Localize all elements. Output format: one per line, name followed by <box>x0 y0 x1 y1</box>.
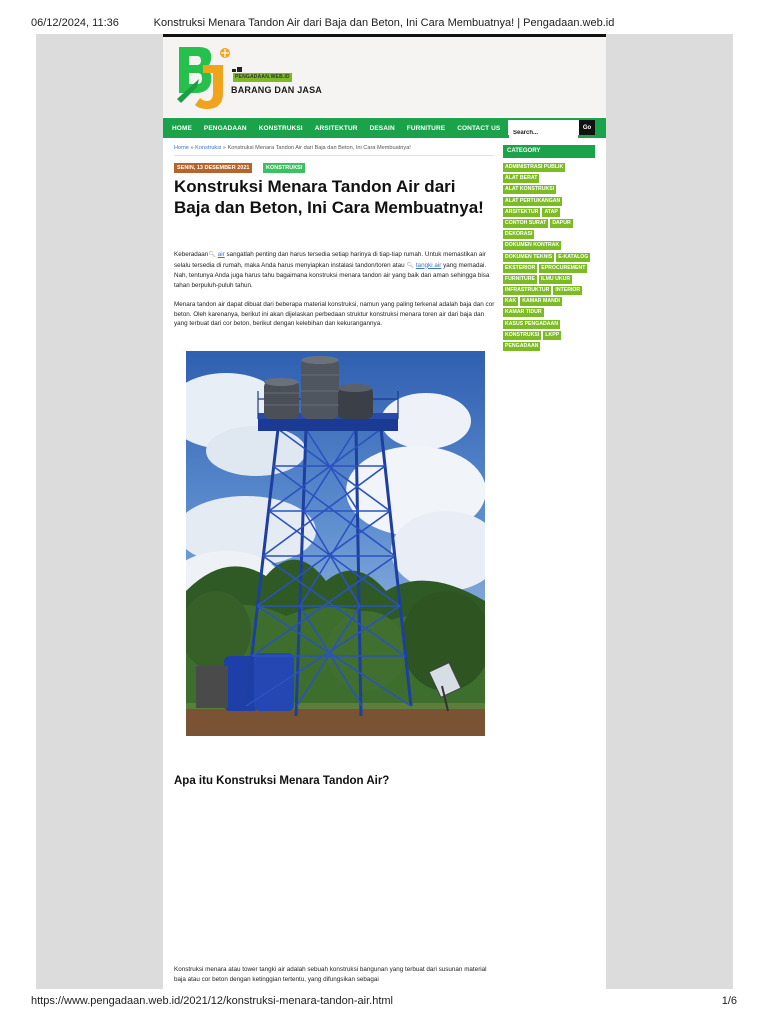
category-tag[interactable]: DEKORASI <box>505 231 533 238</box>
category-tag[interactable]: KAMAR MANDI <box>522 298 560 305</box>
post-category-badge[interactable]: KONSTRUKSI <box>263 163 305 173</box>
page-url: https://www.pengadaan.web.id/2021/12/konstruksi-menara-tandon-air.html <box>31 995 393 1007</box>
breadcrumb-current: Konstruksi Menara Tandon Air dari Baja dan Beton, Ini Cara Membuatnya! <box>227 145 411 151</box>
page-counter: 1/6 <box>721 995 737 1007</box>
category-tag[interactable]: DOKUMEN KONTRAK <box>505 242 560 249</box>
water-tower-image <box>186 351 485 736</box>
paragraph-definition: Konstruksi menara atau tower tangki air adalah sebuah konstruksi bangunan yang terbuat dari susunan material baja atau cor beton dengan ketinggian tertentu, yang difungsikan sebagai <box>174 966 487 983</box>
category-tag[interactable]: ATAP <box>544 208 558 215</box>
category-tag[interactable]: INTERIOR <box>555 287 581 294</box>
water-tower-photo <box>186 351 485 736</box>
breadcrumb <box>174 145 411 151</box>
category-tag[interactable]: E-KATALOG <box>558 253 589 260</box>
nav-item-contact[interactable]: CONTACT US <box>457 124 501 132</box>
nav-item-konstruksi[interactable]: KONSTRUKSI <box>258 124 303 132</box>
site-logo[interactable] <box>177 47 327 111</box>
category-tag[interactable]: INFRASTRUKTUR <box>505 287 550 294</box>
category-tag[interactable]: EKSTERIOR <box>505 264 536 271</box>
page-canvas <box>36 34 733 989</box>
nav-item-pengadaan[interactable]: PENGADAAN <box>203 124 247 132</box>
category-tag[interactable]: KAK <box>505 298 517 305</box>
category-tag[interactable]: ARSITEKTUR <box>505 208 539 215</box>
nav-item-furniture[interactable]: FURNITURE <box>406 124 446 132</box>
category-tag[interactable]: ALAT PERTUKANGAN <box>505 197 561 204</box>
breadcrumb-category[interactable]: Konstruksi <box>195 145 222 151</box>
post-date-badge: SENIN, 13 DESEMBER 2021 <box>174 163 252 173</box>
logo-tagline: PENGADAAN.WEB.ID <box>235 74 290 80</box>
category-tag[interactable]: KONSTRUKSI <box>505 331 540 338</box>
category-tag[interactable]: ALAT KONSTRUKSI <box>505 186 555 193</box>
site-container <box>163 34 606 989</box>
paragraph-intro <box>174 250 496 290</box>
paragraph-text: Keberadaan <box>174 251 209 258</box>
nav-item-arsitektur[interactable]: ARSITEKTUR <box>314 124 358 132</box>
category-tag[interactable]: ADMINISTRASI PUBLIK <box>505 164 564 170</box>
category-tag[interactable]: CONTOH SURAT <box>505 219 547 226</box>
category-tag[interactable]: DOKUMEN TEKNIS <box>505 253 553 260</box>
sidebar <box>503 145 595 353</box>
category-tag[interactable]: FURNITURE <box>505 275 535 282</box>
category-tag[interactable]: EPROCUREMENT <box>541 264 586 271</box>
paragraph-text: sangatlah penting dan harus tersedia setiap harinya di tiap-tiap rumah. Untuk memastikan air selalu tersedia di rumah, maka Anda harus menyiapkan instalasi tandon/toren atau <box>174 251 486 269</box>
document-title: Konstruksi Menara Tandon Air dari Baja dan Beton, Ini Cara Membuatnya! | Pengadaan.web.id <box>153 17 615 29</box>
print-date: 06/12/2024, 11:36 <box>31 17 119 29</box>
site-header <box>163 37 606 117</box>
paragraph-materials: Menara tandon air dapat dibuat dari beberapa material konstruksi, namun yang paling terkenal adalah baja dan cor beton. Oleh karenanya, berikut ini akan dijelaskan perbedaan struktur konstruksi menara toren air dari baja dan yang terbuat dari cor beton, berikut dengan kelebihan dan kekurangannya. <box>174 301 495 328</box>
paragraph-text: yang memadai. Nah, tentunya Anda juga harus tahu bagaimana konstruksi menara tandon air yang baik dan aman sehingga bisa tahan berpuluh-puluh tahun. <box>174 261 490 289</box>
nav-item-desain[interactable]: DESAIN <box>369 124 395 132</box>
category-tag-list <box>503 163 595 353</box>
category-tag[interactable]: KAMAR TIDUR <box>505 309 542 316</box>
print-footer <box>0 995 768 1024</box>
breadcrumb-home[interactable]: Home <box>174 145 189 151</box>
link-tangki-air[interactable]: tangki air <box>415 261 442 269</box>
sidebar-category-heading: CATEGORY <box>503 145 595 158</box>
breadcrumb-separator: » <box>221 145 228 151</box>
logo-brand: BARANG DAN JASA <box>231 85 323 95</box>
nav-item-home[interactable]: HOME <box>172 124 192 132</box>
magnifier-icon: 🔍︎ <box>406 262 415 269</box>
breadcrumb-separator: » <box>188 145 196 151</box>
category-tag[interactable]: LKPP <box>545 331 560 338</box>
print-header <box>0 0 768 34</box>
category-tag[interactable]: ALAT BERAT <box>505 175 538 182</box>
section-heading: Apa itu Konstruksi Menara Tandon Air? <box>174 775 390 787</box>
search-box <box>508 120 579 135</box>
category-tag[interactable]: PENGADAAN <box>505 343 539 349</box>
category-tag[interactable]: KASUS PENGADAAN <box>505 320 559 327</box>
category-tag[interactable]: DAPUR <box>552 219 571 226</box>
breadcrumb-divider <box>174 155 494 156</box>
link-air[interactable]: air <box>217 251 225 258</box>
search-input[interactable] <box>509 127 578 140</box>
category-tag[interactable]: ILMU UKUR <box>540 275 571 282</box>
search-go-button[interactable]: Go <box>579 120 595 135</box>
post-title: Konstruksi Menara Tandon Air dari Baja dan Beton, Ini Cara Membuatnya! <box>174 177 484 217</box>
magnifier-icon: 🔍︎ <box>208 252 216 258</box>
